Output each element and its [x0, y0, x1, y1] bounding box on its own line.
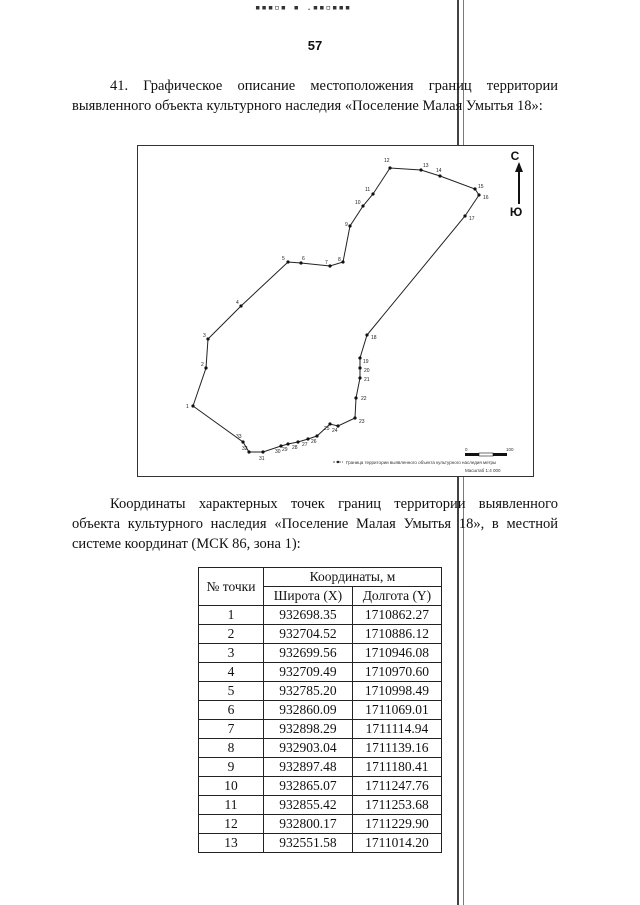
boundary-point-label: 12	[384, 158, 390, 164]
boundary-point	[261, 450, 264, 453]
legend-text: Граница территории выявленного объекта культурного наследия	[346, 460, 482, 465]
longitude-cell: 1710862.27	[352, 606, 441, 625]
longitude-cell: 1710998.49	[352, 682, 441, 701]
table-row	[199, 796, 442, 815]
longitude-cell: 1711069.01	[352, 701, 441, 720]
table-row	[199, 663, 442, 682]
boundary-point-label: 19	[363, 359, 369, 365]
boundary-point	[341, 260, 344, 263]
boundary-point-label: 16	[483, 195, 489, 201]
boundary-point-label: 14	[436, 168, 442, 174]
boundary-point	[191, 404, 194, 407]
boundary-point-label: 6	[302, 256, 305, 262]
boundary-point	[365, 333, 368, 336]
boundary-point-label: 21	[364, 377, 370, 383]
latitude-cell: 932865.07	[264, 777, 353, 796]
boundary-point	[358, 376, 361, 379]
latitude-cell: 932698.35	[264, 606, 353, 625]
point-number-cell: 13	[199, 834, 264, 853]
boundary-point	[354, 396, 357, 399]
header-longitude: Долгота (Y)	[352, 587, 441, 606]
boundary-point	[239, 304, 242, 307]
point-number-cell: 12	[199, 815, 264, 834]
boundary-point-label: 11	[365, 187, 371, 193]
boundary-point	[247, 450, 250, 453]
table-row	[199, 625, 442, 644]
boundary-point	[286, 260, 289, 263]
boundary-points	[186, 158, 489, 462]
boundary-point	[279, 444, 282, 447]
boundary-point	[358, 366, 361, 369]
boundary-map	[137, 145, 534, 477]
latitude-cell: 932903.04	[264, 739, 353, 758]
longitude-cell: 1711253.68	[352, 796, 441, 815]
table-row	[199, 739, 442, 758]
boundary-point-label: 26	[311, 439, 317, 445]
boundary-polyline	[193, 168, 479, 452]
boundary-point	[371, 192, 374, 195]
latitude-cell: 932704.52	[264, 625, 353, 644]
boundary-point	[388, 166, 391, 169]
boundary-map-svg	[138, 146, 533, 476]
boundary-point	[296, 440, 299, 443]
boundary-point-label: 28	[292, 445, 298, 451]
intro-paragraph-text: Координаты характерных точек границ территории выявленного объекта культурного наследия «Поселение Малая Умытья 18», в местной системе координат (МСК 86, зона 1):	[72, 496, 558, 552]
boundary-point-label: 2	[201, 362, 204, 368]
boundary-point-label: 18	[371, 335, 377, 341]
scan-artifact: ▪▪▪▫▪ ▪ .▪▪▫▪▪▪	[255, 3, 352, 13]
boundary-point-label: 8	[338, 257, 341, 263]
header-coordinates: Координаты, м	[264, 568, 442, 587]
boundary-point-label: 31	[259, 456, 265, 462]
point-number-cell: 3	[199, 644, 264, 663]
table-row	[199, 644, 442, 663]
latitude-cell: 932855.42	[264, 796, 353, 815]
latitude-cell: 932709.49	[264, 663, 353, 682]
longitude-cell: 1711014.20	[352, 834, 441, 853]
boundary-point-label: 9	[345, 222, 348, 228]
table-row	[199, 777, 442, 796]
boundary-point	[286, 442, 289, 445]
longitude-cell: 1711114.94	[352, 720, 441, 739]
longitude-cell: 1710946.08	[352, 644, 441, 663]
longitude-cell: 1711139.16	[352, 739, 441, 758]
boundary-point	[328, 264, 331, 267]
table-row	[199, 834, 442, 853]
boundary-point	[348, 224, 351, 227]
boundary-point-label: 23	[359, 419, 365, 425]
boundary-point	[206, 337, 209, 340]
point-number-cell: 9	[199, 758, 264, 777]
boundary-point-label: 27	[302, 442, 308, 448]
latitude-cell: 932551.58	[264, 834, 353, 853]
point-number-cell: 11	[199, 796, 264, 815]
longitude-cell: 1710886.12	[352, 625, 441, 644]
boundary-point-label: 32	[242, 446, 248, 452]
table-row	[199, 720, 442, 739]
north-arrow-icon	[510, 149, 523, 219]
point-number-cell: 7	[199, 720, 264, 739]
boundary-point-label: 30	[275, 449, 281, 455]
map-legend	[333, 460, 482, 465]
north-label: С	[510, 149, 520, 163]
section-paragraph-text: 41. Графическое описание местоположения границ территории выявленного объекта культурного наследия «Поселение Малая Умытья 18»:	[72, 78, 558, 114]
boundary-point	[358, 356, 361, 359]
latitude-cell: 932860.09	[264, 701, 353, 720]
point-number-cell: 6	[199, 701, 264, 720]
boundary-point-label: 13	[423, 163, 429, 169]
boundary-point-label: 4	[236, 300, 239, 306]
boundary-point-label: 17	[469, 216, 475, 222]
latitude-cell: 932898.29	[264, 720, 353, 739]
longitude-cell: 1710970.60	[352, 663, 441, 682]
latitude-cell: 932699.56	[264, 644, 353, 663]
point-number-cell: 2	[199, 625, 264, 644]
scale-end: 100	[506, 447, 514, 452]
boundary-point-label: 29	[282, 447, 288, 453]
latitude-cell: 932897.48	[264, 758, 353, 777]
coordinates-table	[198, 567, 442, 853]
page-number: 57	[307, 38, 323, 53]
boundary-point-label: 20	[364, 368, 370, 374]
boundary-point	[438, 174, 441, 177]
table-row	[199, 758, 442, 777]
table-row	[199, 682, 442, 701]
boundary-point	[361, 204, 364, 207]
point-number-cell: 10	[199, 777, 264, 796]
boundary-point	[353, 416, 356, 419]
boundary-point	[306, 437, 309, 440]
latitude-cell: 932785.20	[264, 682, 353, 701]
table-row	[199, 606, 442, 625]
table-row	[199, 701, 442, 720]
section-paragraph	[72, 76, 558, 116]
boundary-point-label: 5	[282, 256, 285, 262]
intro-paragraph	[72, 494, 558, 554]
boundary-point-label: 25	[324, 426, 330, 432]
point-number-cell: 1	[199, 606, 264, 625]
boundary-point	[241, 440, 244, 443]
boundary-point-label: 24	[332, 428, 338, 434]
point-number-cell: 5	[199, 682, 264, 701]
boundary-point-label: 10	[355, 200, 361, 206]
boundary-point-label: 1	[186, 404, 189, 410]
boundary-point	[473, 187, 476, 190]
longitude-cell: 1711229.90	[352, 815, 441, 834]
header-point-number: № точки	[199, 568, 264, 606]
boundary-point-label: 3	[203, 333, 206, 339]
boundary-point-label: 15	[478, 184, 484, 190]
boundary-point-label: 22	[361, 396, 367, 402]
boundary-point	[477, 193, 480, 196]
longitude-cell: 1711180.41	[352, 758, 441, 777]
latitude-cell: 932800.17	[264, 815, 353, 834]
point-number-cell: 8	[199, 739, 264, 758]
coordinates-table-body	[199, 606, 442, 853]
scale-unit: метры	[483, 460, 497, 465]
boundary-point	[204, 366, 207, 369]
boundary-point	[315, 434, 318, 437]
header-latitude: Широта (X)	[264, 587, 353, 606]
scale-text: Масштаб 1:4 000	[465, 468, 501, 473]
boundary-point-label: 7	[325, 260, 328, 266]
boundary-point-label: 33	[236, 434, 242, 440]
boundary-point	[463, 214, 466, 217]
table-row	[199, 815, 442, 834]
scale-start: 0	[465, 447, 468, 452]
south-label: Ю	[509, 205, 523, 219]
longitude-cell: 1711247.76	[352, 777, 441, 796]
point-number-cell: 4	[199, 663, 264, 682]
